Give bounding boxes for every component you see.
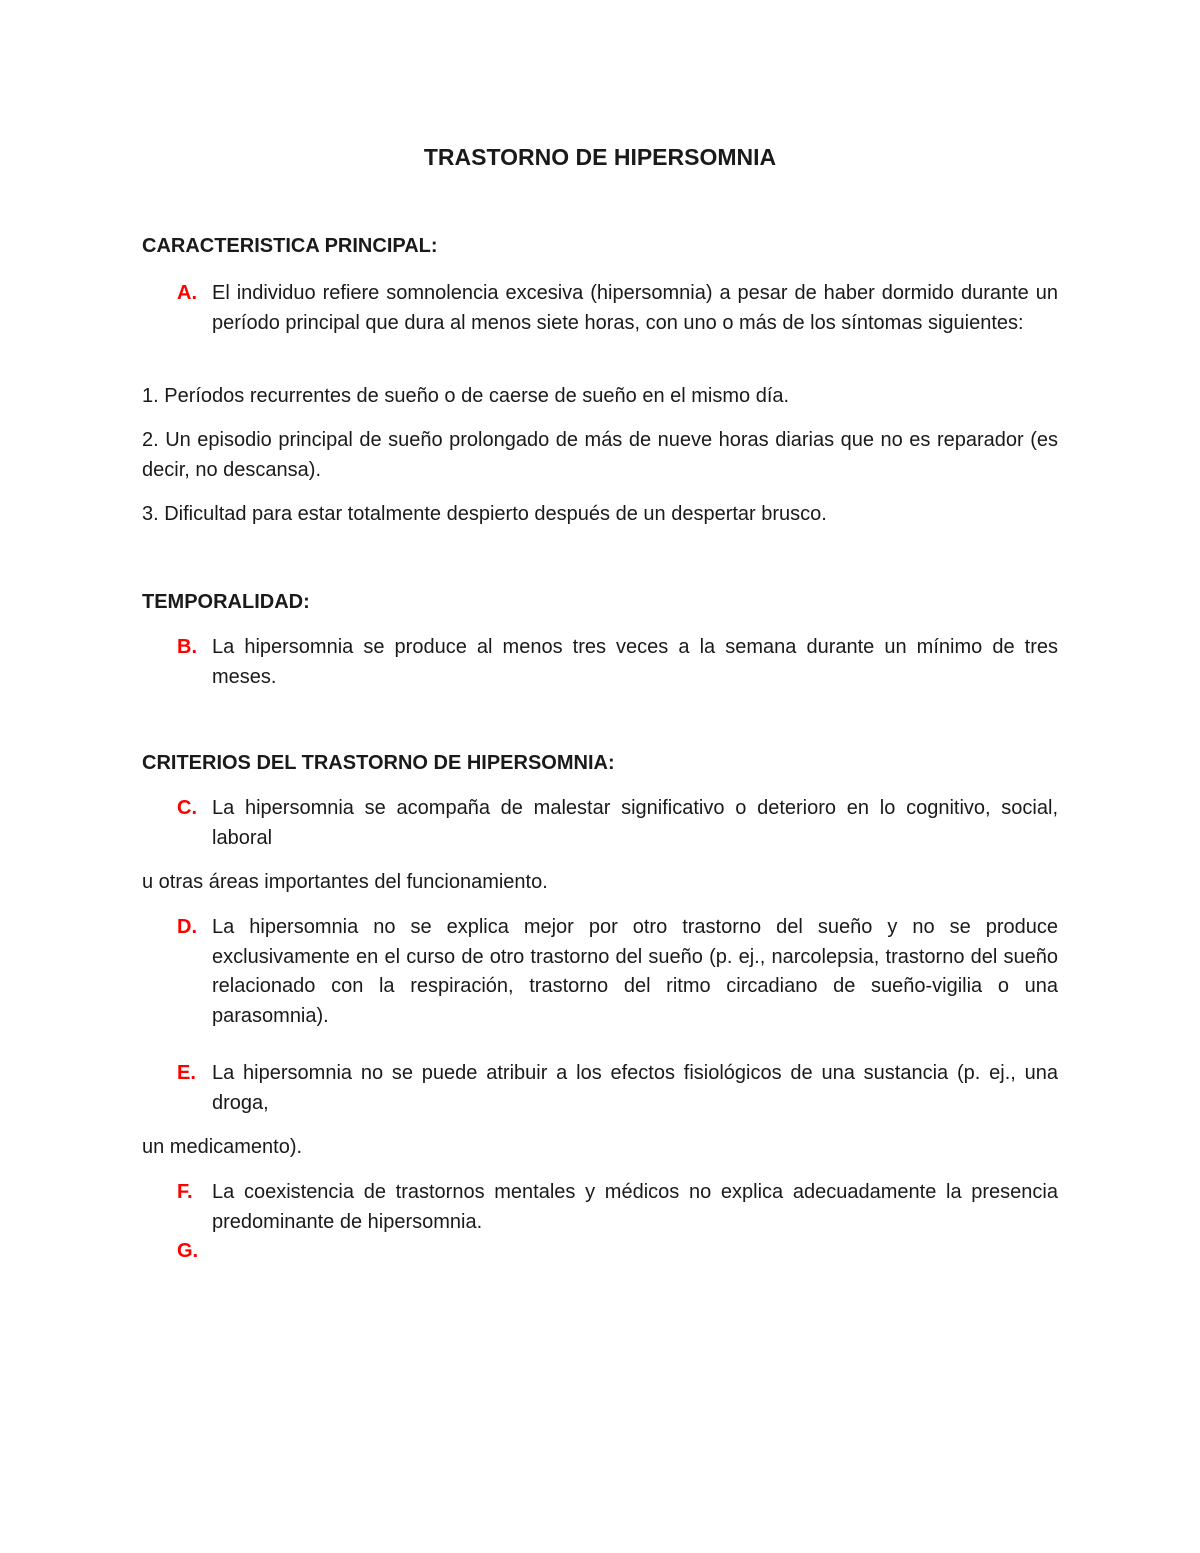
criterion-marker: E. [177,1062,196,1084]
criterion-e [177,1059,1058,1118]
symptom-item-1: 1. Períodos recurrentes de sueño o de caerse de sueño en el mismo día. [142,385,790,407]
section-heading-temporalidad: TEMPORALIDAD: [142,591,310,613]
criterion-d [177,913,1058,1031]
criterion-f [177,1178,1058,1237]
section-heading-principal: CARACTERISTICA PRINCIPAL: [142,235,438,257]
criterion-c-continuation: u otras áreas importantes del funcionamiento. [142,871,548,893]
criterion-a [177,279,1058,338]
criterion-text: La hipersomnia se acompaña de malestar significativo o deterioro en lo cognitivo, social, laboral [212,797,1058,849]
criterion-text: La hipersomnia no se explica mejor por otro trastorno del sueño y no se produce exclusivamente en el curso de otro trastorno del sueño (p. ej., narcolepsia, trastorno del sueño relacionado con la respiración, trastorno del ritmo circadiano de sueño-vigilia o una parasomnia). [212,916,1058,1027]
criterion-b [177,633,1058,692]
section-heading-criterios: CRITERIOS DEL TRASTORNO DE HIPERSOMNIA: [142,752,615,774]
criterion-text: La hipersomnia se produce al menos tres veces a la semana durante un mínimo de tres meses. [212,636,1058,688]
criterion-marker: C. [177,797,197,819]
criterion-marker: A. [177,282,197,304]
document-title: TRASTORNO DE HIPERSOMNIA [423,144,777,170]
symptom-item-3: 3. Dificultad para estar totalmente despierto después de un despertar brusco. [142,503,827,525]
criterion-c [177,794,1058,853]
criterion-marker: B. [177,636,197,658]
symptom-item-2: 2. Un episodio principal de sueño prolongado de más de nueve horas diarias que no es reparador (es decir, no descansa). [142,429,1058,481]
document-page [142,0,1058,1553]
criterion-text: La hipersomnia no se puede atribuir a los efectos fisiológicos de una sustancia (p. ej., una droga, [212,1062,1058,1114]
criterion-e-continuation: un medicamento). [142,1136,303,1158]
criterion-marker: G. [177,1240,199,1262]
criterion-text: La coexistencia de trastornos mentales y médicos no explica adecuadamente la presencia predominante de hipersomnia. [212,1181,1058,1233]
criterion-text: El individuo refiere somnolencia excesiva (hipersomnia) a pesar de haber dormido durante un período principal que dura al menos siete horas, con uno o más de los síntomas siguientes: [212,282,1058,334]
criterion-marker: F. [177,1181,193,1203]
criterion-marker: D. [177,916,197,938]
